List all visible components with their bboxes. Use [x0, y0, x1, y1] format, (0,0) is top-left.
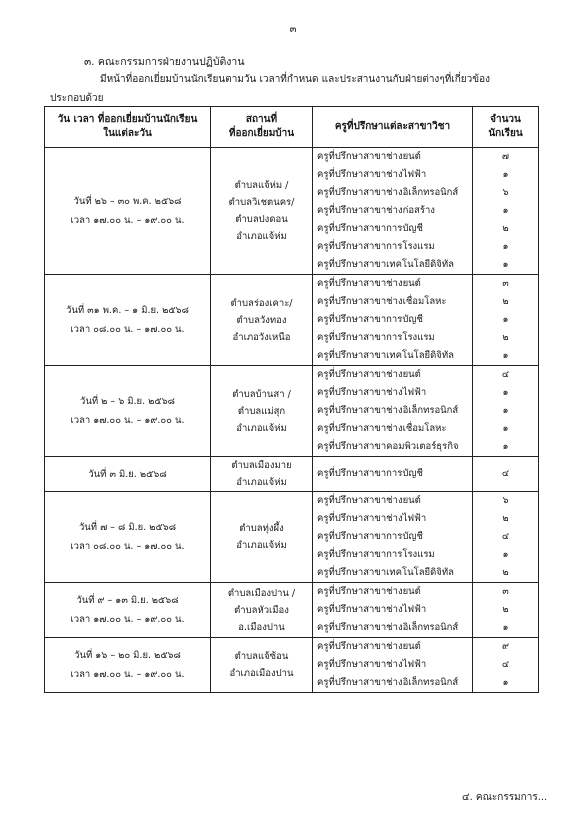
student-count-item: ๒	[502, 604, 509, 615]
visit-date-cell	[45, 492, 211, 583]
student-count-item: ๑	[502, 259, 509, 270]
table-row	[45, 638, 539, 693]
visit-place-cell	[211, 457, 313, 492]
visit-date-cell	[45, 275, 211, 366]
visit-place-line: ตำบลหัวเมือง	[234, 604, 289, 616]
student-count-item: ๑	[502, 405, 509, 416]
intro-text-continuation: ประกอบด้วย	[50, 93, 104, 104]
visit-place-cell	[211, 583, 313, 638]
intro-text: มีหน้าที่ออกเยี่ยมบ้านนักเรียนตามวัน เวลาที่กำหนด และประสานงานกับฝ่ายต่างๆที่เกี่ยวข้อง	[100, 74, 490, 85]
teacher-item: ครูที่ปรึกษาสาขาช่างไฟฟ้า	[317, 604, 427, 615]
student-count-item: ๑	[502, 387, 509, 398]
teacher-item: ครูที่ปรึกษาสาขาช่างเชื่อมโลหะ	[317, 296, 447, 307]
teacher-item: ครูที่ปรึกษาสาขาช่างยนต์	[317, 495, 421, 506]
student-count-cell	[473, 457, 539, 492]
teacher-item: ครูที่ปรึกษาสาขาช่างยนต์	[317, 586, 421, 597]
student-count-item: ๑	[502, 241, 509, 252]
teacher-item: ครูที่ปรึกษาสาขาช่างอิเล็กทรอนิกส์	[317, 187, 459, 198]
visit-place-line: ตำบลเมืองมาย	[231, 460, 292, 471]
visit-date-line: วันที่ ๒ – ๖ มิ.ย. ๒๕๖๘	[80, 396, 175, 407]
student-count-item: ๑	[502, 549, 509, 560]
teacher-item: ครูที่ปรึกษาสาขาเทคโนโลยีดิจิทัล	[317, 350, 454, 361]
teacher-item: ครูที่ปรึกษาสาขาช่างไฟฟ้า	[317, 169, 427, 180]
visit-place-line: ตำบลบ้านสา /	[232, 388, 291, 400]
student-count-item: ๓	[502, 278, 509, 289]
teacher-item: ครูที่ปรึกษาสาขาเทคโนโลยีดิจิทัล	[317, 567, 454, 578]
student-count-item: ๑	[502, 350, 509, 361]
teacher-item: ครูที่ปรึกษาสาขาช่างไฟฟ้า	[317, 513, 427, 524]
teacher-item: ครูที่ปรึกษาสาขาช่างอิเล็กทรอนิกส์	[317, 677, 459, 688]
next-section-label: ๔. คณะกรรมการ...	[462, 792, 548, 803]
student-count-item: ๒	[502, 332, 509, 343]
visit-place-cell	[211, 366, 313, 457]
section-heading: ๓. คณะกรรมการฝ่ายงานปฏิบัติงาน	[84, 56, 245, 68]
student-count-item: ๔	[501, 659, 510, 670]
teacher-list-cell	[313, 583, 473, 638]
visit-schedule-table	[44, 106, 539, 693]
teacher-item: ครูที่ปรึกษาสาขาช่างไฟฟ้า	[317, 659, 427, 670]
student-count-item: ๔	[501, 369, 510, 380]
visit-place-cell	[211, 275, 313, 366]
student-count-item: ๒	[502, 296, 509, 307]
student-count-item: ๖	[502, 187, 509, 198]
student-count-item: ๗	[501, 151, 510, 162]
visit-date-line: เวลา ๐๘.๐๐ น. – ๑๗.๐๐ น.	[70, 324, 185, 335]
table-body	[45, 148, 539, 693]
visit-place-line: ตำบลเมืองปาน /	[227, 587, 296, 599]
visit-place-line: อำเภอแจ้ห่ม	[236, 540, 287, 551]
student-count-item: ๙	[502, 641, 509, 652]
student-count-item: ๓	[502, 586, 509, 597]
student-count-cell	[473, 275, 539, 366]
teacher-item: ครูที่ปรึกษาสาขาเทคโนโลยีดิจิทัล	[317, 259, 454, 270]
teacher-item: ครูที่ปรึกษาสาขาการโรงแรม	[317, 332, 435, 343]
visit-date-line: วันที่ ๙ – ๑๓ มิ.ย. ๒๕๖๘	[76, 595, 179, 606]
visit-date-line: เวลา ๐๘.๐๐ น. – ๑๗.๐๐ น.	[70, 541, 185, 552]
student-count-item: ๑	[502, 677, 509, 688]
teacher-item: ครูที่ปรึกษาสาขาช่างอิเล็กทรอนิกส์	[317, 622, 459, 633]
teacher-item: ครูที่ปรึกษาสาขาการโรงแรม	[317, 241, 435, 252]
visit-place-cell	[211, 638, 313, 693]
visit-place-line: ตำบลแม่สุก	[237, 405, 286, 417]
student-count-item: ๔	[501, 468, 510, 479]
visit-date-line: เวลา ๑๗.๐๐ น. – ๑๙.๐๐ น.	[70, 415, 185, 426]
student-count-item: ๖	[502, 495, 509, 506]
teacher-item: ครูที่ปรึกษาสาขาช่างไฟฟ้า	[317, 387, 427, 398]
teacher-item: ครูที่ปรึกษาสาขาช่างยนต์	[317, 369, 421, 380]
student-count-item: ๑	[502, 441, 509, 452]
visit-place-line: อำเภอเมืองปาน	[229, 668, 294, 679]
teacher-list-cell	[313, 148, 473, 275]
visit-date-line: วันที่ ๑๖ – ๒๐ มิ.ย. ๒๕๖๘	[74, 650, 181, 661]
teacher-item: ครูที่ปรึกษาสาขาช่างอิเล็กทรอนิกส์	[317, 405, 459, 416]
table-row	[45, 366, 539, 457]
header-date-time: วัน เวลา ที่ออกเยี่ยมบ้านนักเรียน ในแต่ละวัน	[45, 107, 211, 148]
table-row	[45, 457, 539, 492]
visit-date-line: วันที่ ๓ มิ.ย. ๒๕๖๘	[88, 468, 167, 480]
table-row	[45, 583, 539, 638]
teacher-item: ครูที่ปรึกษาสาขาการโรงแรม	[317, 549, 435, 560]
teacher-item: ครูที่ปรึกษาสาขาการบัญชี	[317, 314, 423, 325]
visit-date-cell	[45, 457, 211, 492]
student-count-cell	[473, 583, 539, 638]
visit-date-cell	[45, 148, 211, 275]
visit-place-line: ตำบลทุ่งผึ้ง	[239, 523, 284, 534]
visit-date-line: วันที่ ๓๑ พ.ค. – ๑ มิ.ย. ๒๕๖๘	[66, 305, 189, 316]
teacher-list-cell	[313, 492, 473, 583]
header-place: สถานที่ ที่ออกเยี่ยมบ้าน	[211, 107, 313, 148]
student-count-item: ๑	[502, 205, 509, 216]
student-count-item: ๑	[502, 314, 509, 325]
visit-date-line: วันที่ ๒๖ – ๓๐ พ.ค. ๒๕๖๘	[73, 196, 182, 207]
student-count-item: ๔	[501, 531, 510, 542]
visit-place-line: ตำบลแจ้ห่ม /	[234, 180, 289, 191]
student-count-item: ๒	[502, 567, 509, 578]
teacher-item: ครูที่ปรึกษาสาขาคอมพิวเตอร์ธุรกิจ	[317, 441, 459, 452]
teacher-list-cell	[313, 638, 473, 693]
teacher-item: ครูที่ปรึกษาสาขาการบัญชี	[317, 468, 423, 479]
teacher-item: ครูที่ปรึกษาสาขาช่างเชื่อมโลหะ	[317, 423, 447, 434]
visit-place-line: อำเภอแจ้ห่ม	[236, 422, 287, 434]
table-row	[45, 492, 539, 583]
student-count-item: ๒	[502, 513, 509, 524]
student-count-cell	[473, 638, 539, 693]
page-number: ๓	[289, 24, 297, 35]
visit-date-line: วันที่ ๗ – ๘ มิ.ย. ๒๕๖๘	[78, 522, 177, 533]
teacher-item: ครูที่ปรึกษาสาขาช่างยนต์	[317, 641, 421, 652]
teacher-item: ครูที่ปรึกษาสาขาการบัญชี	[317, 223, 423, 234]
student-count-item: ๒	[502, 223, 509, 234]
visit-place-cell	[211, 148, 313, 275]
visit-date-cell	[45, 638, 211, 693]
student-count-cell	[473, 492, 539, 583]
teacher-item: ครูที่ปรึกษาสาขาช่างยนต์	[317, 278, 421, 289]
visit-place-line: ตำบลวังทอง	[236, 314, 287, 326]
header-student-count: จำนวนนักเรียน	[473, 107, 539, 148]
teacher-list-cell	[313, 457, 473, 492]
teacher-item: ครูที่ปรึกษาสาขาการบัญชี	[317, 531, 423, 542]
visit-date-line: เวลา ๑๗.๐๐ น. – ๑๙.๐๐ น.	[70, 215, 185, 226]
visit-date-cell	[45, 366, 211, 457]
visit-place-line: ตำบลวิเชตนคร/	[228, 197, 295, 208]
visit-place-line: ตำบลร่องเคาะ/	[230, 297, 293, 309]
teacher-item: ครูที่ปรึกษาสาขาช่างก่อสร้าง	[317, 205, 435, 216]
visit-place-line: อำเภอวังเหนือ	[232, 331, 291, 343]
visit-place-cell	[211, 492, 313, 583]
visit-place-line: อำเภอแจ้ห่ม	[236, 231, 287, 242]
table-row	[45, 148, 539, 275]
visit-place-line: อำเภอแจ้ห่ม	[236, 477, 287, 488]
header-teacher: ครูที่ปรึกษาแต่ละสาขาวิชา	[313, 107, 473, 148]
visit-date-line: เวลา ๑๗.๐๐ น. – ๑๙.๐๐ น.	[70, 669, 185, 680]
visit-place-line: อ.เมืองปาน	[238, 621, 285, 633]
student-count-item: ๑	[502, 622, 509, 633]
visit-date-line: เวลา ๑๗.๐๐ น. – ๑๙.๐๐ น.	[70, 614, 185, 625]
table-row	[45, 275, 539, 366]
visit-date-cell	[45, 583, 211, 638]
teacher-item: ครูที่ปรึกษาสาขาช่างยนต์	[317, 151, 421, 162]
teacher-list-cell	[313, 275, 473, 366]
student-count-cell	[473, 148, 539, 275]
visit-place-line: ตำบลแจ้ซ้อน	[234, 651, 289, 662]
student-count-item: ๑	[502, 423, 509, 434]
visit-place-line: ตำบลปงดอน	[235, 214, 288, 225]
student-count-cell	[473, 366, 539, 457]
student-count-item: ๑	[502, 169, 509, 180]
table-header-row	[45, 107, 539, 148]
teacher-list-cell	[313, 366, 473, 457]
